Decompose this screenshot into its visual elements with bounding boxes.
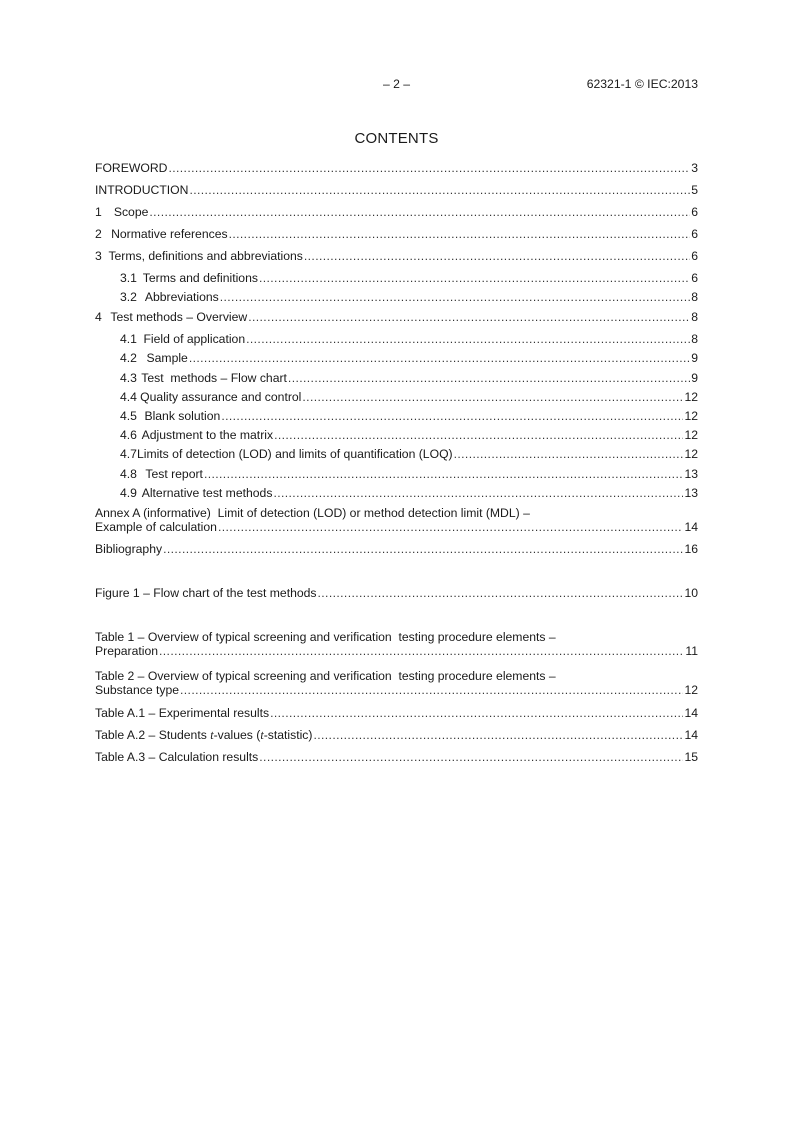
- dot-leader: [259, 271, 690, 285]
- table-entry-text: Table 1 – Overview of typical screening and verification testing procedure elements –: [95, 630, 556, 644]
- dot-leader: [246, 332, 690, 346]
- dot-leader: [273, 486, 683, 500]
- dot-leader: [304, 249, 690, 263]
- toc-page-number: 12: [684, 447, 698, 461]
- table-entry-text-continued: Substance type: [95, 683, 180, 697]
- table-entry-1[interactable]: [95, 630, 698, 658]
- table-entry-text-part: -values (: [213, 728, 261, 742]
- toc-page-number: 6: [691, 205, 698, 219]
- toc-entry-4-2[interactable]: [95, 351, 698, 365]
- toc-page-number: 6: [691, 271, 698, 285]
- table-page-number: 14: [684, 706, 698, 720]
- toc-entry-annex-a[interactable]: [95, 506, 698, 534]
- toc-entry-text: Quality assurance and control: [140, 390, 302, 404]
- dot-leader: [274, 428, 683, 442]
- toc-section-number: 4.6: [120, 428, 137, 442]
- table-entry-a2[interactable]: [95, 728, 698, 742]
- toc-entry-4-1[interactable]: [95, 332, 698, 346]
- dot-leader: [259, 750, 683, 764]
- toc-entry-text: Scope: [113, 205, 149, 219]
- page-number: – 2 –: [382, 77, 411, 91]
- toc-section-number: 3.1: [120, 271, 137, 285]
- toc-entry-text: Adjustment to the matrix: [141, 428, 274, 442]
- toc-entry-bibliography[interactable]: [95, 542, 698, 556]
- toc-page-number: 6: [691, 227, 698, 241]
- figure-entry-1[interactable]: [95, 586, 698, 600]
- toc-section-number: 4: [95, 310, 102, 324]
- dot-leader: [313, 728, 683, 742]
- dot-leader: [229, 227, 691, 241]
- dot-leader: [149, 205, 690, 219]
- toc-page-number: 13: [684, 467, 698, 481]
- toc-section-number: 3: [95, 249, 102, 263]
- toc-entry-text: Test report: [145, 467, 203, 481]
- table-entry-text: Table 2 – Overview of typical screening and verification testing procedure elements –: [95, 669, 556, 683]
- toc-section-number: 4.5: [120, 409, 137, 423]
- toc-entry-text-continued: Example of calculation: [95, 520, 217, 534]
- toc-entry-4-8[interactable]: [95, 467, 698, 481]
- toc-entry-text: Test methods – Flow chart: [141, 371, 287, 385]
- toc-entry-text: Abbreviations: [144, 290, 219, 304]
- table-entry-text: Table A.3 – Calculation results: [95, 750, 259, 764]
- toc-entry-4-6[interactable]: [95, 428, 698, 442]
- toc-entry-4-4[interactable]: [95, 390, 698, 404]
- dot-leader: [180, 683, 683, 697]
- dot-leader: [163, 542, 683, 556]
- dot-leader: [318, 586, 684, 600]
- toc-section-number: 4.8: [120, 467, 137, 481]
- dot-leader: [159, 644, 684, 658]
- toc-page-number: 9: [691, 351, 698, 365]
- page-header: [95, 77, 698, 91]
- toc-page-number: 13: [684, 486, 698, 500]
- toc-section-number: 4.3: [120, 371, 137, 385]
- dot-leader: [248, 310, 690, 324]
- table-entry-2[interactable]: [95, 669, 698, 697]
- toc-entry-text: Limits of detection (LOD) and limits of quantification (LOQ): [136, 447, 453, 461]
- toc-section-number: 4.2: [120, 351, 137, 365]
- toc-entry-text: Alternative test methods: [141, 486, 273, 500]
- table-page-number: 12: [684, 683, 698, 697]
- table-entry-text-continued: Preparation: [95, 644, 159, 658]
- t-symbol: t: [210, 728, 214, 742]
- dot-leader: [189, 183, 690, 197]
- toc-page-number: 8: [691, 310, 698, 324]
- table-page-number: 15: [684, 750, 698, 764]
- toc-entry-text: Terms, definitions and abbreviations: [108, 249, 303, 263]
- table-entry-text-part: Table A.2 – Students: [95, 728, 211, 742]
- dot-leader: [270, 706, 683, 720]
- dot-leader: [218, 520, 683, 534]
- toc-page-number: 12: [684, 428, 698, 442]
- toc-section-number: 4.1: [120, 332, 137, 346]
- toc-entry-text: INTRODUCTION: [95, 183, 189, 197]
- toc-entry-3-2[interactable]: [95, 290, 698, 304]
- contents-title: CONTENTS: [354, 130, 439, 147]
- table-entry-text: [95, 728, 312, 742]
- toc-entry-terms-definitions[interactable]: [95, 249, 698, 263]
- toc-entry-text: Field of application: [143, 332, 246, 346]
- toc-page-number: 14: [684, 520, 698, 534]
- toc-entry-text: Test methods – Overview: [110, 310, 248, 324]
- table-page-number: 11: [685, 644, 698, 658]
- toc-entry-text: FOREWORD: [95, 161, 168, 175]
- dot-leader: [221, 409, 683, 423]
- toc-page-number: 5: [691, 183, 698, 197]
- toc-entry-4-3[interactable]: [95, 371, 698, 385]
- toc-entry-text: Blank solution: [144, 409, 221, 423]
- toc-entry-4-9[interactable]: [95, 486, 698, 500]
- t-symbol: t: [260, 728, 264, 742]
- toc-entry-text: Normative references: [111, 227, 228, 241]
- dot-leader: [189, 351, 690, 365]
- table-entry-a3[interactable]: [95, 750, 698, 764]
- toc-section-number: 1: [95, 205, 102, 219]
- toc-page-number: 8: [691, 332, 698, 346]
- dot-leader: [288, 371, 690, 385]
- toc-entry-test-methods[interactable]: [95, 310, 698, 324]
- toc-section-number: 2: [95, 227, 102, 241]
- dot-leader: [302, 390, 683, 404]
- toc-section-number: 4.7: [120, 447, 137, 461]
- table-entry-text-part: -statistic): [263, 728, 313, 742]
- toc-entry-4-5[interactable]: [95, 409, 698, 423]
- toc-entry-text: Bibliography: [95, 542, 163, 556]
- dot-leader: [454, 447, 684, 461]
- table-page-number: 14: [684, 728, 698, 742]
- toc-section-number: 3.2: [120, 290, 137, 304]
- figure-entry-text: Figure 1 – Flow chart of the test methods: [95, 586, 317, 600]
- table-entry-text: Table A.1 – Experimental results: [95, 706, 270, 720]
- toc-page-number: 3: [691, 161, 698, 175]
- table-entry-a1[interactable]: [95, 706, 698, 720]
- toc-page-number: 12: [684, 409, 698, 423]
- standard-reference: 62321-1 © IEC:2013: [586, 77, 698, 91]
- dot-leader: [168, 161, 690, 175]
- toc-entry-introduction[interactable]: [95, 183, 698, 197]
- toc-entry-text: Terms and definitions: [142, 271, 258, 285]
- toc-page-number: 8: [691, 290, 698, 304]
- toc-entry-text: Annex A (informative) Limit of detection (LOD) or method detection limit (MDL) –: [95, 506, 530, 520]
- figure-page-number: 10: [684, 586, 698, 600]
- toc-page-number: 16: [684, 542, 698, 556]
- toc-page-number: 9: [691, 371, 698, 385]
- dot-leader: [204, 467, 684, 481]
- toc-section-number: 4.9: [120, 486, 137, 500]
- toc-entry-normative-references[interactable]: [95, 227, 698, 241]
- dot-leader: [220, 290, 690, 304]
- toc-entry-scope[interactable]: [95, 205, 698, 219]
- toc-entry-3-1[interactable]: [95, 271, 698, 285]
- toc-entry-foreword[interactable]: [95, 161, 698, 175]
- toc-entry-4-7[interactable]: [95, 447, 698, 461]
- toc-entry-text: Sample: [146, 351, 188, 365]
- toc-page-number: 12: [684, 390, 698, 404]
- toc-page-number: 6: [691, 249, 698, 263]
- toc-section-number: 4.4: [120, 390, 137, 404]
